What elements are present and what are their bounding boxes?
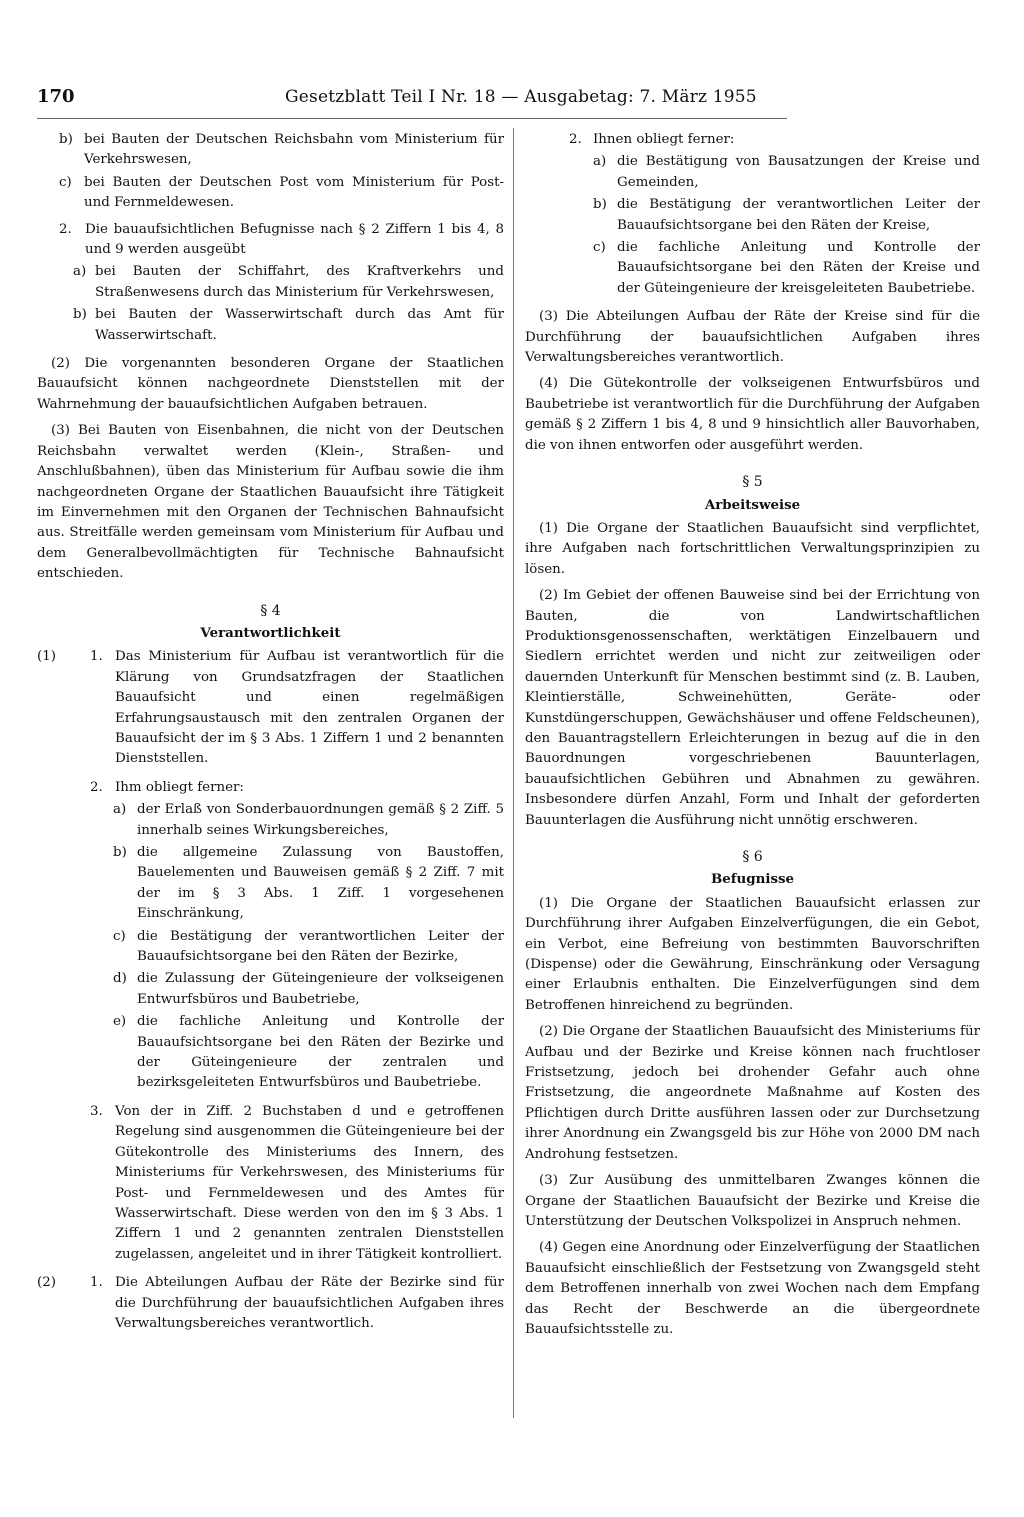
column-divider (513, 128, 514, 1418)
list-item-2a (37, 262, 504, 303)
page-header (37, 82, 787, 112)
item-label: b) (73, 307, 87, 323)
item-text: bei Bauten der Deutschen Reichsbahn vom Ministerium für Verkehrswesen, (84, 132, 504, 168)
list-item-s4-1-2b (37, 843, 504, 925)
section-title: Befugnisse (710, 871, 795, 888)
list-item-s4-1-2 (37, 778, 504, 798)
left-column (37, 130, 504, 1342)
list-item-s4-1-2a (37, 800, 504, 841)
list-item-s4-1-3 (37, 1102, 504, 1265)
item-label: c) (593, 240, 606, 256)
list-item-r2a (525, 152, 980, 193)
section-title: Arbeitsweise (704, 496, 801, 513)
list-item-s4-1-2d (37, 969, 504, 1010)
list-item-s4-1-2c (37, 927, 504, 968)
item-text: Ihnen obliegt ferner: (593, 132, 735, 147)
list-item-r2c (525, 238, 980, 299)
item-text: die fachliche Anleitung und Kontrolle der Bauaufsichtsorgane bei den Räten der Kreise und der Güteingenieure der kreisgeleiteten Baubetriebe. (617, 240, 980, 296)
section-number: § 5 (742, 474, 763, 491)
item-label: (2) (37, 1275, 56, 1291)
item-text: bei Bauten der Schiffahrt, des Kraftverkehrs und Straßenwesens durch das Ministerium für Verkehrswesen, (95, 264, 504, 300)
item-label: b) (593, 197, 607, 213)
paragraph-3: (3) Bei Bauten von Eisenbahnen, die nicht von der Deutschen Reichsbahn verwaltet werden (Klein-, Straßen- und Anschlußbahnen), üben das Ministerium für Aufbau sowie die ihm nachgeordneten Organe der Staatlichen Bauaufsicht ihre Tätigkeit im Einvernehmen mit den Organen der Technischen Bahnaufsicht aus. Streitfälle werden gemeinsam vom Ministerium für Aufbau und dem Generalbevollmächtigten für Technische Bahnaufsicht entschieden. (37, 423, 504, 582)
item-text: die Zulassung der Güteingenieure der volkseigenen Entwurfsbüros und Baubetriebe, (137, 971, 504, 1007)
item-label: d) (113, 971, 127, 987)
paragraph-s5-2: (2) Im Gebiet der offenen Bauweise sind bei der Errichtung von Bauten, die von Landwirtschaftlichen Produktionsgenossenschaften, werktätigen Einzelbauern und Siedlern errichtet werden und nicht zur zeitweiligen oder dauernden Unterkunft für Menschen bestimmt sind (z. B. Lauben, Kleintierställe, Schweinehütten, Geräte- oder Kunstdüngerschuppen, Gewächshäuser und offene Feldscheunen), den Bauantragstellern Erleichterungen in bezug auf die in den Bauordnungen vorgeschriebenen Bauunterlagen, bauaufsichtlichen Gebühren und Abnahmen zu gewähren. Insbesondere dürfen Anzahl, Form und Inhalt der geforderten Bauunterlagen die Ausführung nicht unnötig erschweren. (525, 588, 980, 828)
item-text: die Bestätigung von Bausatzungen der Kreise und Gemeinden, (617, 154, 980, 190)
item-text: die fachliche Anleitung und Kontrolle der Bauaufsichtsorgane bei den Räten der Bezirke und der Güteingenieure der zentralen und bezirksgeleiteten Entwurfsbüros und Baubetriebe. (137, 1014, 504, 1091)
section-number: § 6 (742, 849, 763, 865)
paragraph-4: (4) Die Gütekontrolle der volkseigenen Entwurfsbüros und Baubetriebe ist verantwortlich für die Durchführung der Aufgaben gemäß § 2 Ziffern 1 bis 4, 8 und 9 hinsichtlich aller Bauvorhaben, die von ihnen entworfen oder ausgeführt werden. (525, 376, 980, 453)
page-number: 170 (37, 86, 75, 107)
list-item-r2 (525, 130, 980, 150)
item-label: (1) (37, 649, 56, 665)
list-item-s4-2-1 (37, 1273, 504, 1334)
list-item-b (37, 130, 504, 171)
item-text: die allgemeine Zulassung von Baustoffen, Bauelementen und Bauweisen gemäß § 2 Ziff. 7 mit der im § 3 Abs. 1 Ziff. 1 vorgesehenen Einschränkung, (137, 845, 504, 922)
right-column (525, 130, 980, 1346)
item-text: bei Bauten der Wasserwirtschaft durch das Amt für Wasserwirtschaft. (95, 307, 504, 343)
section-number: § 4 (260, 602, 281, 619)
item-text: die Bestätigung der verantwortlichen Leiter der Bauaufsichtsorgane bei den Räten der Bezirke, (137, 928, 504, 965)
paragraph-s6-2: (2) Die Organe der Staatlichen Bauaufsicht des Ministeriums für Aufbau und der Bezirke und Kreise können nach fruchtloser Fristsetzung, jedoch bei drohender Gefahr auch ohne Fristsetzung, die angeordnete Maßnahme auf Kosten des Pflichtigen durch Dritte ausführen lassen oder zur Durchsetzung ihrer Anordnung ein Zwangsgeld bis zur Höhe von 2000 DM nach Androhung festsetzen. (525, 1024, 980, 1162)
item-text: Das Ministerium für Aufbau ist verantwortlich für die Klärung von Grundsatzfragen der Staatlichen Bauaufsicht und einen regelmäßigen Erfahrungsaustausch mit den zentralen Organen der Bauaufsicht der im § 3 Abs. 1 Ziffern 1 und 2 benannten Dienststellen. (115, 649, 504, 767)
item-label: 2. (569, 132, 582, 147)
item-label: 1. (90, 1275, 103, 1291)
paragraph-3: (3) Die Abteilungen Aufbau der Räte der Kreise sind für die Durchführung der bauaufsichtlichen Aufgaben ihres Verwaltungsbereiches verantwortlich. (525, 309, 980, 366)
list-item-c (37, 173, 504, 214)
item-label: 1. (90, 649, 103, 665)
paragraph-s5-1: (1) Die Organe der Staatlichen Bauaufsicht sind verpflichtet, ihre Aufgaben nach fortschrittlichen Verwaltungsprinzipien zu lösen. (525, 520, 980, 577)
item-label: a) (113, 802, 127, 818)
paragraph-s6-1: (1) Die Organe der Staatlichen Bauaufsicht erlassen zur Durchführung ihrer Aufgaben Einzelverfügungen, die ein Gebot, ein Verbot, eine Befreiung von bestimmten Bauvorschriften (Dispense) oder die Gewährung, Einschränkung oder Versagung einer Erlaubnis enthalten. Die Einzelverfügungen sind dem Betroffenen hinreichend zu begründen. (525, 895, 980, 1013)
item-text: der Erlaß von Sonderbauordnungen gemäß § 2 Ziff. 5 innerhalb seines Wirkungsbereiches, (137, 802, 504, 838)
item-text: die Bestätigung der verantwortlichen Leiter der Bauaufsichtsorgane bei den Räten der Kreise, (617, 197, 980, 233)
item-label: e) (113, 1014, 127, 1030)
list-item-2b (37, 305, 504, 346)
item-text: Die bauaufsichtlichen Befugnisse nach § 2 Ziffern 1 bis 4, 8 und 9 werden ausgeübt (85, 221, 504, 258)
item-label: b) (113, 845, 127, 860)
item-label: c) (113, 928, 126, 944)
list-item-2 (37, 220, 504, 261)
item-text: Die Abteilungen Aufbau der Räte der Bezirke sind für die Durchführung der bauaufsichtlichen Aufgaben ihres Verwaltungsbereiches verantwortlich. (115, 1275, 504, 1331)
item-label: b) (59, 132, 73, 147)
paragraph-s6-3: (3) Zur Ausübung des unmittelbaren Zwanges können die Organe der Staatlichen Bauaufsicht der Bezirke und Kreise die Unterstützung der Deutschen Volkspolizei in Anspruch nehmen. (525, 1173, 980, 1229)
item-text: bei Bauten der Deutschen Post vom Ministerium für Post- und Fernmeldewesen. (84, 174, 504, 211)
running-head: Gesetzblatt Teil I Nr. 18 — Ausgabetag: 7. März 1955 (285, 87, 757, 107)
item-text: Ihm obliegt ferner: (115, 779, 244, 795)
item-label: a) (593, 154, 607, 170)
paragraph-2: (2) Die vorgenannten besonderen Organe der Staatlichen Bauaufsicht können nachgeordnete Dienststellen mit der Wahrnehmung der bauaufsichtlichen Aufgaben betrauen. (37, 356, 504, 412)
item-label: a) (73, 264, 87, 280)
item-label: 2. (59, 221, 72, 237)
item-label: 2. (90, 779, 103, 795)
list-item-r2b (525, 195, 980, 236)
item-label: 3. (90, 1103, 103, 1119)
item-text: Von der in Ziff. 2 Buchstaben d und e getroffenen Regelung sind ausgenommen die Güteingenieure bei der Gütekontrolle des Ministeriums des Innern, des Ministeriums für Verkehrswesen, des Ministeriums für Post- und Fernmeldewesen und des Amtes für Wasserwirtschaft. Diese werden von den im § 3 Abs. 1 Ziffern 1 und 2 genannten zentralen Dienststellen zugelassen, angeleitet und in ihrer Tätigkeit kontrolliert. (115, 1103, 504, 1262)
item-label: c) (59, 174, 72, 190)
header-rule (37, 118, 787, 119)
section-title: Verantwortlichkeit (200, 624, 341, 641)
list-item-s4-1-2e (37, 1012, 504, 1094)
list-item-s4-1-1 (37, 647, 504, 769)
paragraph-s6-4: (4) Gegen eine Anordnung oder Einzelverfügung der Staatlichen Bauaufsicht einschließlich der Festsetzung von Zwangsgeld steht dem Betroffenen innerhalb von zwei Wochen nach dem Empfang das Recht der Beschwerde an die übergeordnete Bauaufsichtsstelle zu. (525, 1240, 980, 1337)
